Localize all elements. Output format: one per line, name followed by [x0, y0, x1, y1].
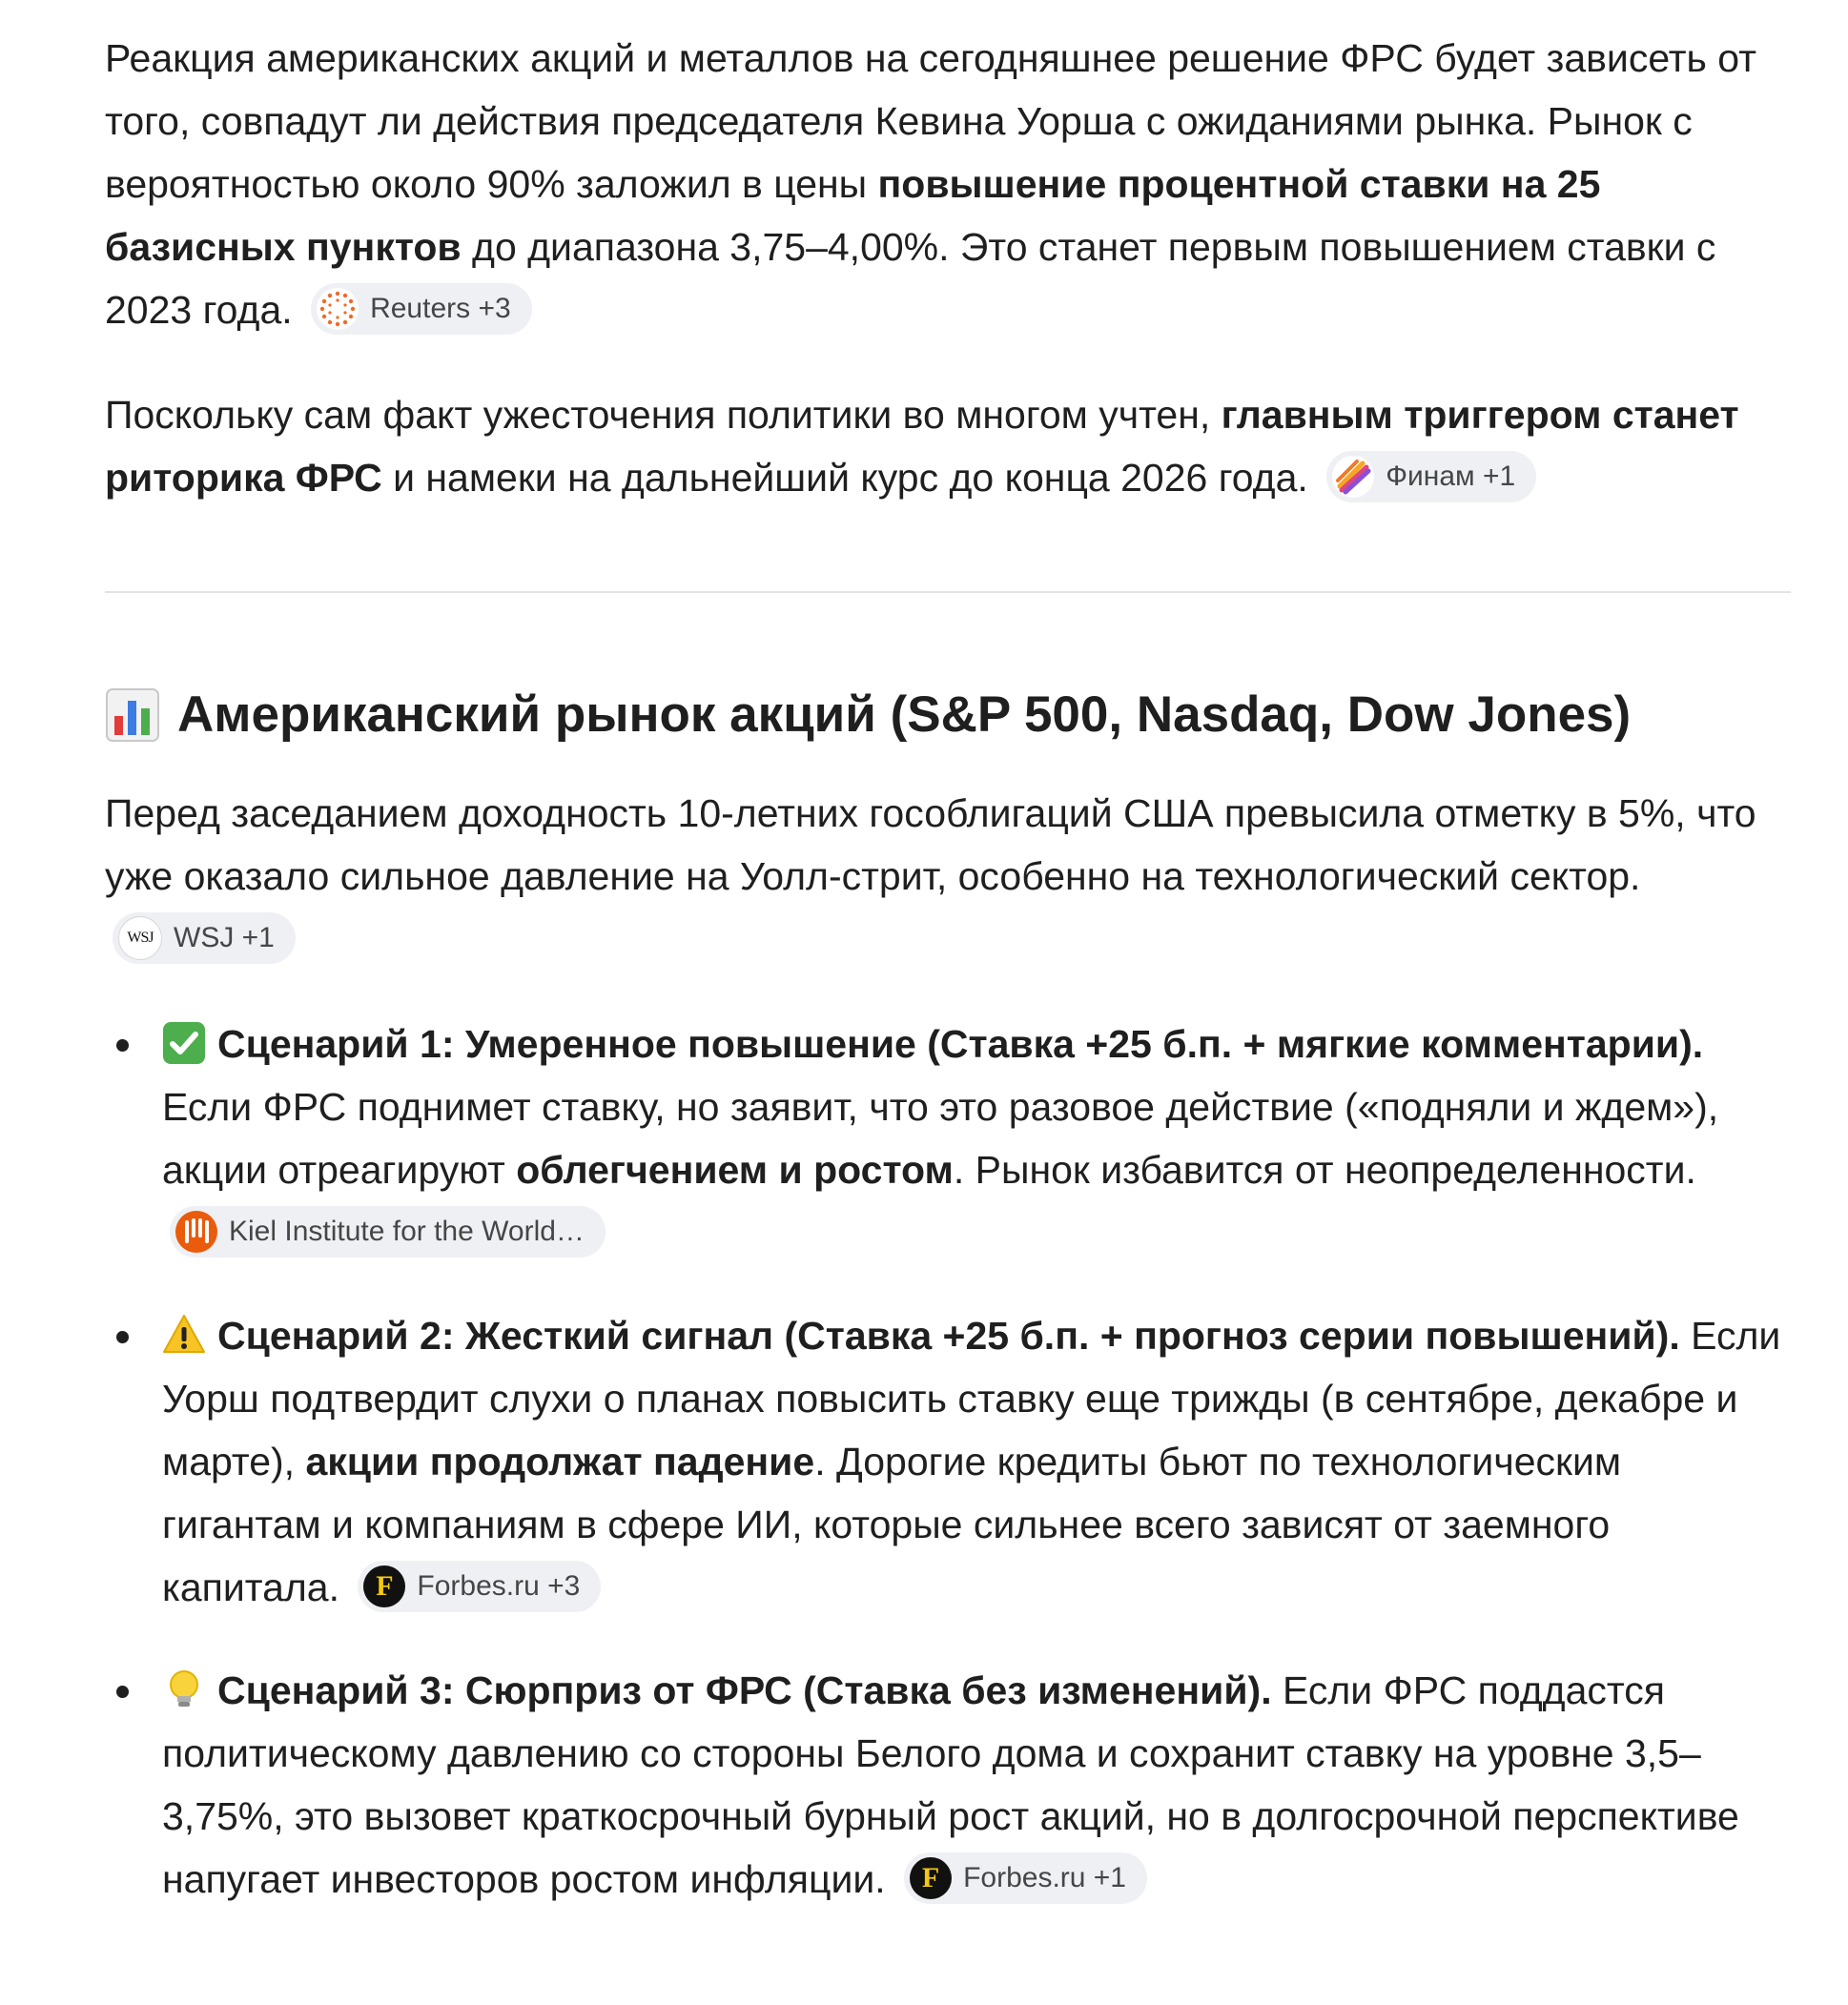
section-title: Американский рынок акций (S&P 500, Nasdaq, Dow Jones) — [177, 686, 1632, 743]
source-chip-forbes[interactable] — [904, 1852, 1147, 1904]
scenario-text: . Рынок избавится от неопределенности. — [953, 1148, 1696, 1192]
scenario-bold: акции продолжат падение — [305, 1440, 815, 1483]
source-chip-label: Kiel Institute for the World… — [229, 1216, 585, 1248]
scenario-title: Сценарий 2: Жесткий сигнал (Ставка +25 б.п. + прогноз серии повышений). — [217, 1314, 1680, 1358]
intro-bold: главным триггером станет риторика ФРС — [105, 393, 1739, 500]
scenario-text: Если ФРС поддастся политическому давлению со стороны Белого дома и сохранит ставку на уровне 3,5–3,75%, это вызовет краткосрочный бурный рост акций, но в долгосрочной перспективе напугает инвесторов ростом инфляции. — [162, 1668, 1739, 1901]
bar-chart-icon — [105, 687, 160, 743]
intro-bold: повышение процентной ставки на 25 базисных пунктов — [105, 162, 1601, 269]
wsj-icon: WSJ — [118, 916, 162, 960]
bullet-dot — [116, 1039, 129, 1052]
section-body — [105, 782, 1783, 1911]
source-chip-label: Forbes.ru +1 — [963, 1862, 1126, 1894]
source-chip-forbes[interactable] — [358, 1561, 601, 1612]
forbes-icon: F — [363, 1565, 405, 1607]
source-chip-wsj[interactable] — [113, 912, 296, 964]
scenario-paragraph — [162, 1013, 1783, 1264]
reuters-icon — [317, 288, 359, 330]
lightbulb-icon — [162, 1667, 206, 1710]
scenario-list — [105, 1013, 1783, 1911]
scenario-title: Сценарий 1: Умеренное повышение (Ставка +25 б.п. + мягкие комментарии). — [217, 1022, 1704, 1066]
intro-text: до диапазона 3,75–4,00%. Это станет первым повышением ставки с 2023 года. — [105, 225, 1716, 332]
intro-text: Поскольку сам факт ужесточения политики во многом учтен, — [105, 393, 1222, 437]
list-item — [105, 1013, 1783, 1264]
bullet-dot — [116, 1686, 129, 1698]
intro-text: и намеки на дальнейший курс до конца 2026 года. — [381, 456, 1308, 500]
intro-paragraph-1 — [105, 27, 1783, 341]
bullet-dot — [116, 1331, 129, 1343]
source-chip-finam[interactable] — [1326, 451, 1536, 502]
scenario-text: . Дорогие кредиты бьют по технологическим гигантам и компаниям в сфере ИИ, которые сильнее всего зависят от заемного капитала. — [162, 1440, 1622, 1609]
warning-icon — [162, 1312, 206, 1356]
check-mark-icon — [162, 1020, 206, 1064]
scenario-text: Если Уорш подтвердит слухи о планах повысить ставку еще трижды (в сентябре, декабре и марте), — [162, 1314, 1781, 1483]
source-chip-label: WSJ +1 — [174, 922, 275, 954]
intro-paragraph-2 — [105, 383, 1783, 509]
scenario-paragraph — [162, 1304, 1783, 1619]
source-chip-label: Финам +1 — [1386, 460, 1516, 493]
scenario-paragraph — [162, 1659, 1783, 1911]
kiel-institute-icon — [175, 1211, 217, 1253]
section-paragraph — [105, 782, 1783, 971]
source-chip-label: Reuters +3 — [370, 293, 511, 325]
list-item — [105, 1304, 1783, 1619]
source-chip-label: Forbes.ru +3 — [417, 1570, 581, 1603]
section-text: Перед заседанием доходность 10-летних гособлигаций США превысила отметку в 5%, что уже оказало сильное давление на Уолл-стрит, особенно на технологический сектор. — [105, 791, 1756, 898]
intro-text: Реакция американских акций и металлов на сегодняшнее решение ФРС будет зависеть от того, совпадут ли действия председателя Кевина Уорша с ожиданиями рынка. Рынок с вероятностью около 90% заложил в цены — [105, 36, 1756, 206]
forbes-icon: F — [910, 1857, 952, 1899]
scenario-title: Сценарий 3: Сюрприз от ФРС (Ставка без изменений). — [217, 1668, 1272, 1712]
finam-icon — [1332, 456, 1374, 498]
intro-section — [105, 27, 1783, 509]
list-item — [105, 1659, 1783, 1911]
source-chip-kiel[interactable] — [170, 1206, 606, 1258]
scenario-bold: облегчением и ростом — [516, 1148, 954, 1192]
source-chip-reuters[interactable] — [311, 283, 532, 335]
section-divider — [105, 591, 1791, 593]
section-heading — [105, 679, 1631, 751]
scenario-text: Если ФРС поднимет ставку, но заявит, что это разовое действие («подняли и ждем»), акции отреагируют — [162, 1085, 1719, 1192]
